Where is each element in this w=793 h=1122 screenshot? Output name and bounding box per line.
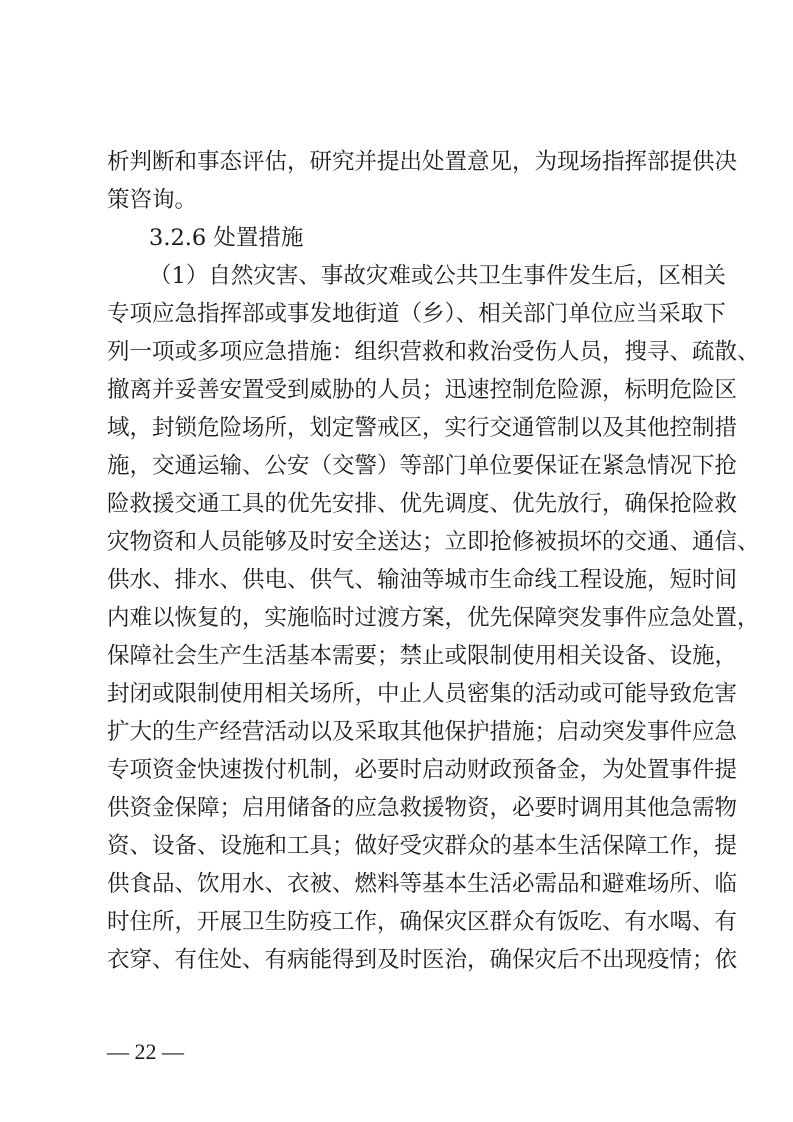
- body-text-line: 时住所，开展卫生防疫工作，确保灾区群众有饭吃、有水喝、有: [107, 909, 738, 935]
- body-text-line: 专项应急指挥部或事发地街道（乡）、相关部门单位应当采取下: [107, 301, 726, 327]
- body-text-line: 灾物资和人员能够及时安全送达；立即抢修被损坏的交通、通信、: [107, 529, 760, 555]
- body-text-line: 内难以恢复的，实施临时过渡方案，优先保障突发事件应急处置，: [107, 605, 760, 631]
- body-text-line: 封闭或限制使用相关场所，中止人员密集的活动或可能导致危害: [107, 681, 738, 707]
- body-text-line: 策咨询。: [107, 187, 198, 213]
- body-text-line: 供水、排水、供电、供气、输油等城市生命线工程设施，短时间: [107, 567, 738, 593]
- body-text-line: 险救援交通工具的优先安排、优先调度、优先放行，确保抢险救: [107, 491, 738, 517]
- body-text-line: 域，封锁危险场所，划定警戒区，实行交通管制以及其他控制措: [107, 415, 738, 441]
- body-text-line: 供食品、饮用水、衣被、燃料等基本生活必需品和避难场所、临: [107, 871, 738, 897]
- body-text-line: 撤离并妥善安置受到威胁的人员；迅速控制危险源，标明危险区: [107, 377, 738, 403]
- body-text-line: 保障社会生产生活基本需要；禁止或限制使用相关设备、设施，: [107, 643, 738, 669]
- body-text-line: 供资金保障；启用储备的应急救援物资，必要时调用其他急需物: [107, 795, 738, 821]
- body-text-line: 列一项或多项应急措施：组织营救和救治受伤人员，搜寻、疏散、: [107, 339, 760, 365]
- body-text-line: 施，交通运输、公安（交警）等部门单位要保证在紧急情况下抢: [107, 453, 738, 479]
- body-text-line: 衣穿、有住处、有病能得到及时医治，确保灾后不出现疫情；依: [107, 947, 738, 973]
- body-text-line: 析判断和事态评估，研究并提出处置意见，为现场指挥部提供决: [107, 149, 738, 175]
- body-text-line: 资、设备、设施和工具；做好受灾群众的基本生活保障工作，提: [107, 833, 738, 859]
- page-number: — 22 —: [107, 1039, 184, 1064]
- section-heading: 3.2.6 处置措施: [149, 225, 304, 251]
- paragraph-first-line: （1）自然灾害、事故灾难或公共卫生事件发生后，区相关: [149, 263, 726, 289]
- body-text-line: 扩大的生产经营活动以及采取其他保护措施；启动突发事件应急: [107, 719, 738, 745]
- body-text-line: 专项资金快速拨付机制，必要时启动财政预备金，为处置事件提: [107, 757, 738, 783]
